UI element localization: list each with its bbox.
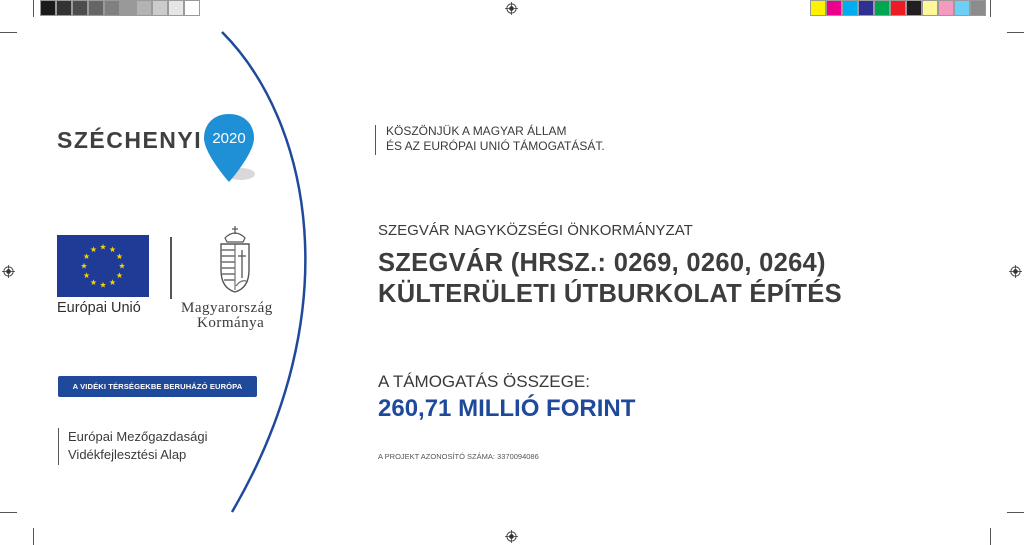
thanks-line1: KÖSZÖNJÜK A MAGYAR ÁLLAM [386, 124, 567, 138]
thanks-divider [375, 125, 376, 155]
crop-mark [990, 0, 991, 17]
color-swatch [826, 0, 842, 16]
fund-divider [58, 428, 59, 465]
szechenyi-pin-icon [198, 112, 260, 186]
registration-mark-icon [2, 265, 15, 278]
color-swatch [954, 0, 970, 16]
support-amount-value: 260,71 MILLIÓ FORINT [378, 395, 636, 422]
crop-mark [1007, 512, 1024, 513]
color-swatch [168, 0, 184, 16]
color-swatch [136, 0, 152, 16]
color-swatch [72, 0, 88, 16]
beneficiary-name: SZEGVÁR NAGYKÖZSÉGI ÖNKORMÁNYZAT [378, 222, 693, 239]
eu-star-icon [109, 246, 115, 252]
color-swatch [906, 0, 922, 16]
logo-divider [170, 237, 172, 299]
color-swatch [874, 0, 890, 16]
color-swatch-strip [810, 0, 986, 17]
color-swatch [922, 0, 938, 16]
registration-mark-icon [505, 530, 518, 543]
eu-star-icon [84, 253, 90, 259]
eu-flag-icon [57, 235, 149, 297]
gray-swatch-strip [40, 0, 200, 17]
color-swatch [938, 0, 954, 16]
thanks-line2: ÉS AZ EURÓPAI UNIÓ TÁMOGATÁSÁT. [386, 139, 605, 153]
color-swatch [842, 0, 858, 16]
government-name-line2: Kormánya [197, 315, 265, 331]
registration-mark-icon [505, 2, 518, 15]
eu-star-icon [109, 279, 115, 285]
eu-star-icon [90, 246, 96, 252]
eu-star-icon [116, 253, 122, 259]
color-swatch [810, 0, 826, 16]
eu-star-icon [84, 272, 90, 278]
hungarian-crest-icon [215, 226, 255, 294]
color-swatch [40, 0, 56, 16]
color-swatch [56, 0, 72, 16]
crop-mark [33, 528, 34, 545]
eu-star-icon [90, 279, 96, 285]
szechenyi-year: 2020 [212, 130, 246, 147]
thanks-text [386, 124, 605, 154]
crop-mark [990, 528, 991, 545]
color-swatch [120, 0, 136, 16]
eu-star-icon [116, 272, 122, 278]
eu-label: Európai Unió [57, 300, 141, 316]
fund-name-line2: Vidékfejlesztési Alap [68, 447, 187, 462]
eu-star-icon [100, 244, 106, 250]
crop-mark [1007, 32, 1024, 33]
szechenyi-logo-text: SZÉCHENYI [57, 127, 203, 153]
color-swatch [970, 0, 986, 16]
color-swatch [88, 0, 104, 16]
color-swatch [104, 0, 120, 16]
color-swatch [152, 0, 168, 16]
color-swatch [858, 0, 874, 16]
fund-name-line1: Európai Mezőgazdasági [68, 429, 208, 444]
fund-name [68, 428, 207, 464]
rural-europe-banner: A VIDÉKI TÉRSÉGEKBE BERUHÁZÓ EURÓPA [58, 376, 257, 397]
crop-mark [0, 32, 17, 33]
project-title-line2: KÜLTERÜLETI ÚTBURKOLAT ÉPÍTÉS [378, 280, 842, 308]
government-name-line1: Magyarország [181, 300, 273, 316]
color-swatch [890, 0, 906, 16]
crop-mark [0, 512, 17, 513]
eu-star-icon [119, 263, 125, 269]
eu-star-icon [81, 263, 87, 269]
color-swatch [184, 0, 200, 16]
project-id: A PROJEKT AZONOSÍTÓ SZÁMA: 3370094086 [378, 452, 539, 461]
project-title [378, 248, 842, 310]
crop-mark [33, 0, 34, 17]
eu-star-icon [100, 282, 106, 288]
registration-mark-icon [1009, 265, 1022, 278]
support-amount-label: A TÁMOGATÁS ÖSSZEGE: [378, 372, 590, 391]
project-title-line1: SZEGVÁR (HRSZ.: 0269, 0260, 0264) [378, 249, 826, 277]
